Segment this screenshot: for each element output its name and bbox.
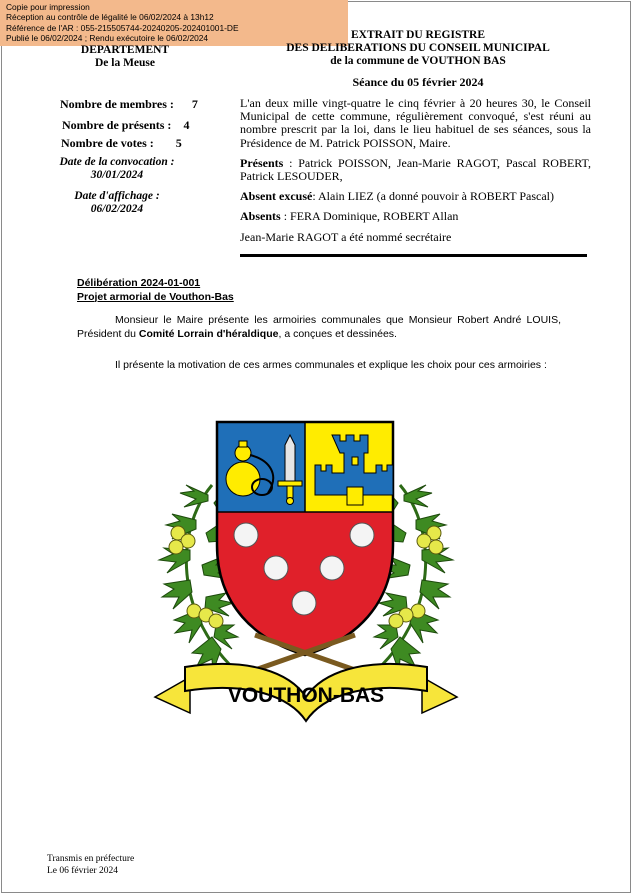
membres-label: Nombre de membres : — [60, 97, 174, 111]
votes-value: 5 — [175, 136, 182, 150]
department-block — [50, 44, 200, 70]
affichage-label: Date d'affichage : — [74, 190, 160, 202]
shield — [217, 422, 393, 662]
deliberation-paragraph-2: Il présente la motivation de ces armes communales et explique les choix pour ces armoiries : — [115, 359, 547, 371]
secretaire-line: Jean-Marie RAGOT a été nommé secrétaire — [240, 230, 452, 244]
deliberation-subject: Projet armorial de Vouthon-Bas — [77, 290, 234, 303]
commune-name: de la commune de VOUTHON BAS — [330, 55, 506, 67]
stamp-line: Copie pour impression — [6, 2, 90, 12]
convocation-label: Date de la convocation : — [59, 156, 175, 168]
paragraph-1-text-b: , a conçues et dessinées. — [278, 327, 397, 340]
presents-label: Nombre de présents : — [62, 118, 172, 132]
presents-names: : Patrick POISSON, Jean-Marie RAGOT, Pascal ROBERT, Patrick LESOUDER, — [240, 156, 591, 184]
convocation-date: 30/01/2024 — [90, 169, 144, 181]
presents-row — [62, 118, 189, 133]
seance-date: Séance du 05 février 2024 — [352, 75, 484, 89]
register-subtitle: DES DELIBERATIONS DU CONSEIL MUNICIPAL — [286, 42, 550, 54]
membres-row — [60, 97, 198, 112]
votes-row — [61, 136, 182, 151]
stamp-line: Référence de l'AR : 055-215505744-20240205-202401001-DE — [6, 22, 239, 33]
deliberation-paragraph-1 — [77, 314, 561, 341]
deliberation-number: Délibération 2024-01-001 — [77, 277, 201, 289]
coat-of-arms — [150, 415, 462, 740]
committee-name: Comité Lorrain d'héraldique — [138, 327, 279, 340]
presents-value: 4 — [183, 118, 190, 132]
votes-label: Nombre de votes : — [61, 136, 154, 150]
session-intro: L'an deux mille vingt-quatre le cinq février à 20 heures 30, le Conseil Municipal de cette commune, régulièrement convoqué, s'est réuni au nombre prescrit par la loi, dans le lieu habituel de ses séances, sous la Présidence de M. Patrick POISSON, Maire. — [240, 96, 591, 150]
department-name: De la Meuse — [94, 57, 156, 69]
separator-rule — [240, 254, 587, 257]
convocation-block — [42, 156, 192, 182]
absents-paragraph — [240, 210, 591, 223]
affichage-date: 06/02/2024 — [90, 203, 144, 215]
presents-heading: Présents — [240, 156, 284, 170]
register-title-block — [268, 29, 568, 89]
absents-heading: Absents — [240, 209, 281, 223]
stamp-line: Réception au contrôle de légalité le 06/02/2024 à 13h12 — [6, 12, 214, 23]
presents-paragraph — [240, 157, 591, 183]
motto-text: VOUTHON-BAS — [227, 684, 385, 707]
department-label: DEPARTEMENT — [80, 44, 170, 56]
motto-ribbon — [155, 664, 457, 721]
membres-value: 7 — [191, 97, 198, 111]
paragraph-1-text-a: Monsieur le Maire présente les armoiries communales que Monsieur Robert André LOUIS, Président du — [77, 314, 561, 340]
stamp-line: Publié le 06/02/2024 ; Rendu exécutoire le 06/02/2024 — [6, 32, 209, 43]
excuse-heading: Absent excusé — [240, 189, 313, 203]
register-title: EXTRAIT DU REGISTRE — [351, 29, 485, 41]
transmission-note — [47, 854, 134, 877]
deliberation-heading — [77, 277, 561, 304]
transmission-label: Transmis en préfecture — [47, 854, 135, 864]
excuse-paragraph — [240, 190, 591, 203]
transmission-date: Le 06 février 2024 — [47, 865, 118, 876]
excuse-names: : Alain LIEZ (a donné pouvoir à ROBERT Pascal) — [312, 189, 555, 203]
affichage-block — [42, 190, 192, 216]
absents-names: : FERA Dominique, ROBERT Allan — [280, 209, 459, 223]
